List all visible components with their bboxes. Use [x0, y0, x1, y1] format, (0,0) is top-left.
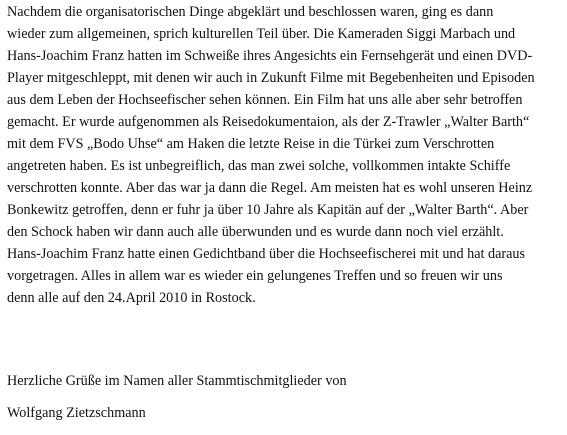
paragraph-line-2: wieder zum allgemeinen, sprich kulturellen Teil über. Die Kameraden Siggi Marbach und: [7, 26, 516, 42]
paragraph-line-4: Player mitgeschleppt, mit denen wir auch in Zukunft Filme mit Begebenheiten und Episoden: [7, 70, 535, 86]
signature-name: Wolfgang Zietzschmann: [7, 405, 146, 421]
paragraph-line-3: Hans-Joachim Franz hatten im Schweiße ihres Angesichts ein Fernsehgerät und einen DVD-: [7, 48, 533, 64]
closing-line: Herzliche Grüße im Namen aller Stammtischmitglieder von: [7, 373, 347, 389]
paragraph-line-9: verschrotten konnte. Aber das war ja dann die Regel. Am meisten hat es wohl unseren Heinz: [7, 180, 533, 196]
paragraph-line-14: denn alle auf den 24.April 2010 in Rostock.: [7, 290, 256, 306]
paragraph-line-6: gemacht. Er wurde aufgenommen als Reisedokumentaion, als der Z-Trawler „Walter Barth“: [7, 114, 530, 130]
paragraph-line-5: aus dem Leben der Hochseefischer sehen können. Ein Film hat uns alle aber sehr betroffen: [7, 92, 523, 108]
paragraph-line-1: Nachdem die organisatorischen Dinge abgeklärt und beschlossen waren, ging es dann: [7, 4, 494, 20]
paragraph-line-8: angetreten haben. Es ist unbegreiflich, das man zwei solche, vollkommen intakte Schiffe: [7, 158, 511, 174]
paragraph-line-12: Hans-Joachim Franz hatte einen Gedichtband über die Hochseefischerei mit und hat daraus: [7, 246, 526, 262]
paragraph-line-11: den Schock haben wir dann auch alle überwunden und es wurde dann noch viel erzählt.: [7, 224, 504, 240]
paragraph-line-10: Bonkewitz getroffen, denn er fuhr ja über 10 Jahre als Kapitän auf der „Walter Barth“. Aber: [7, 202, 529, 218]
paragraph-line-13: vorgetragen. Alles in allem war es wieder ein gelungenes Treffen und so freuen wir uns: [7, 268, 503, 284]
paragraph-line-7: mit dem FVS „Bodo Uhse“ am Haken die letzte Reise in die Türkei zum Verschrotten: [7, 136, 495, 152]
